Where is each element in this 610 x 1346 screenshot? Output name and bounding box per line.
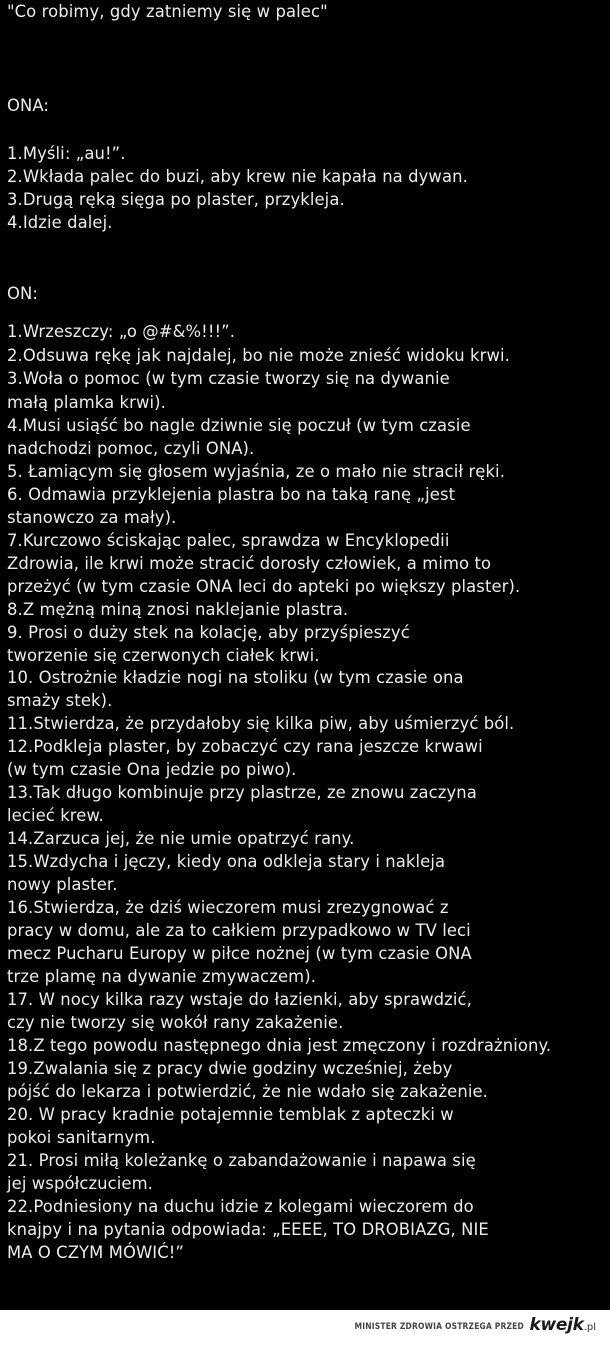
- he-line: 14.Zarzuca jej, że nie umie opatrzyć rany.: [7, 829, 355, 848]
- he-line: 7.Kurczowo ściskając palec, sprawdza w Encyklopedii: [7, 531, 450, 550]
- he-line: 9. Prosi o duży stek na kolację, aby przyśpieszyć: [7, 623, 410, 642]
- kwejk-logo-suffix: .pl: [583, 1322, 596, 1333]
- he-line: 3.Woła o pomoc (w tym czasie tworzy się na dywanie: [7, 369, 450, 388]
- he-line: smaży stek).: [7, 691, 113, 710]
- he-line: 17. W nocy kilka razy wstaje do łazienki, aby sprawdzić,: [7, 990, 472, 1009]
- he-line: 21. Prosi miłą koleżankę o zabandażowanie i napawa się: [7, 1151, 476, 1170]
- meme-title: "Co robimy, gdy zatniemy się w palec": [7, 2, 328, 21]
- he-line: (w tym czasie Ona jedzie po piwo).: [7, 760, 297, 779]
- he-line: knajpy i na pytania odpowiada: „EEEE, TO DROBIAZG, NIE: [7, 1220, 489, 1239]
- he-line: nadchodzi pomoc, czyli ONA).: [7, 439, 255, 458]
- she-line: 4.Idzie dalej.: [7, 213, 113, 232]
- he-line: pracy w domu, ale za to całkiem przypadkowo w TV leci: [7, 921, 471, 940]
- he-line: 2.Odsuwa rękę jak najdalej, bo nie może znieść widoku krwi.: [7, 346, 510, 365]
- he-line: MA O CZYM MÓWIĆ!”: [7, 1243, 185, 1262]
- he-line: 19.Zwalania się z pracy dwie godziny wcześniej, żeby: [7, 1059, 453, 1078]
- health-warning-text: MINISTER ZDROWIA OSTRZEGA PRZED: [354, 1321, 524, 1331]
- he-line: tworzenie się czerwonych ciałek krwi.: [7, 646, 320, 665]
- he-line: 20. W pracy kradnie potajemnie temblak z apteczki w: [7, 1105, 454, 1124]
- he-line: trze plamę na dywanie zmywaczem).: [7, 967, 317, 986]
- he-line: czy nie tworzy się wokół rany zakażenie.: [7, 1013, 344, 1032]
- he-line: 16.Stwierdza, że dziś wieczorem musi zrezygnować z: [7, 898, 449, 917]
- he-line: 5. Łamiącym się głosem wyjaśnia, ze o mało nie stracił ręki.: [7, 462, 506, 481]
- she-line: 1.Myśli: „au!”.: [7, 144, 126, 163]
- he-line: 10. Ostrożnie kładzie nogi na stoliku (w tym czasie ona: [7, 668, 464, 687]
- he-line: 6. Odmawia przyklejenia plastra bo na taką ranę „jest: [7, 485, 456, 504]
- he-line: małą plamka krwi).: [7, 393, 166, 412]
- he-line: 11.Stwierdza, że przydałoby się kilka piw, aby uśmierzyć ból.: [7, 714, 515, 733]
- he-line: 18.Z tego powodu następnego dnia jest zmęczony i rozdrażniony.: [7, 1036, 552, 1055]
- he-line: pokoi sanitarnym.: [7, 1128, 156, 1147]
- he-line: 12.Podkleja plaster, by zobaczyć czy rana jeszcze krwawi: [7, 737, 483, 756]
- he-line: mecz Pucharu Europy w piłce nożnej (w tym czasie ONA: [7, 944, 472, 963]
- he-line: 22.Podniesiony na duchu idzie z kolegami wieczorem do: [7, 1197, 474, 1216]
- he-line: 1.Wrzeszczy: „o @#&%!!!”.: [7, 322, 236, 341]
- he-line: przeżyć (w tym czasie ONA leci do apteki po większy plaster).: [7, 577, 521, 596]
- he-line: 8.Z mężną miną znosi naklejanie plastra.: [7, 600, 349, 619]
- kwejk-logo[interactable]: [530, 1315, 597, 1335]
- he-line: stanowczo za mały).: [7, 508, 177, 527]
- he-line: 13.Tak długo kombinuje przy plastrze, ze znowu zaczyna: [7, 783, 477, 802]
- he-line: jej współczuciem.: [7, 1174, 153, 1193]
- watermark-footer: [0, 1310, 610, 1346]
- he-heading: ON:: [7, 284, 38, 303]
- she-line: 3.Drugą ręką sięga po plaster, przykleja.: [7, 190, 345, 209]
- she-line: 2.Wkłada palec do buzi, aby krew nie kapała na dywan.: [7, 167, 468, 186]
- she-heading: ONA:: [7, 96, 50, 115]
- he-line: pójść do lekarza i potwierdzić, że nie wdało się zakażenie.: [7, 1082, 488, 1101]
- he-line: nowy plaster.: [7, 875, 118, 894]
- he-line: lecieć krew.: [7, 806, 104, 825]
- he-line: 15.Wzdycha i jęczy, kiedy ona odkleja stary i nakleja: [7, 852, 446, 871]
- he-line: Zdrowia, ile krwi może stracić dorosły człowiek, a mimo to: [7, 554, 492, 573]
- kwejk-logo-text: kwejk: [529, 1315, 584, 1335]
- he-line: 4.Musi usiąść bo nagle dziwnie się poczuł (w tym czasie: [7, 416, 471, 435]
